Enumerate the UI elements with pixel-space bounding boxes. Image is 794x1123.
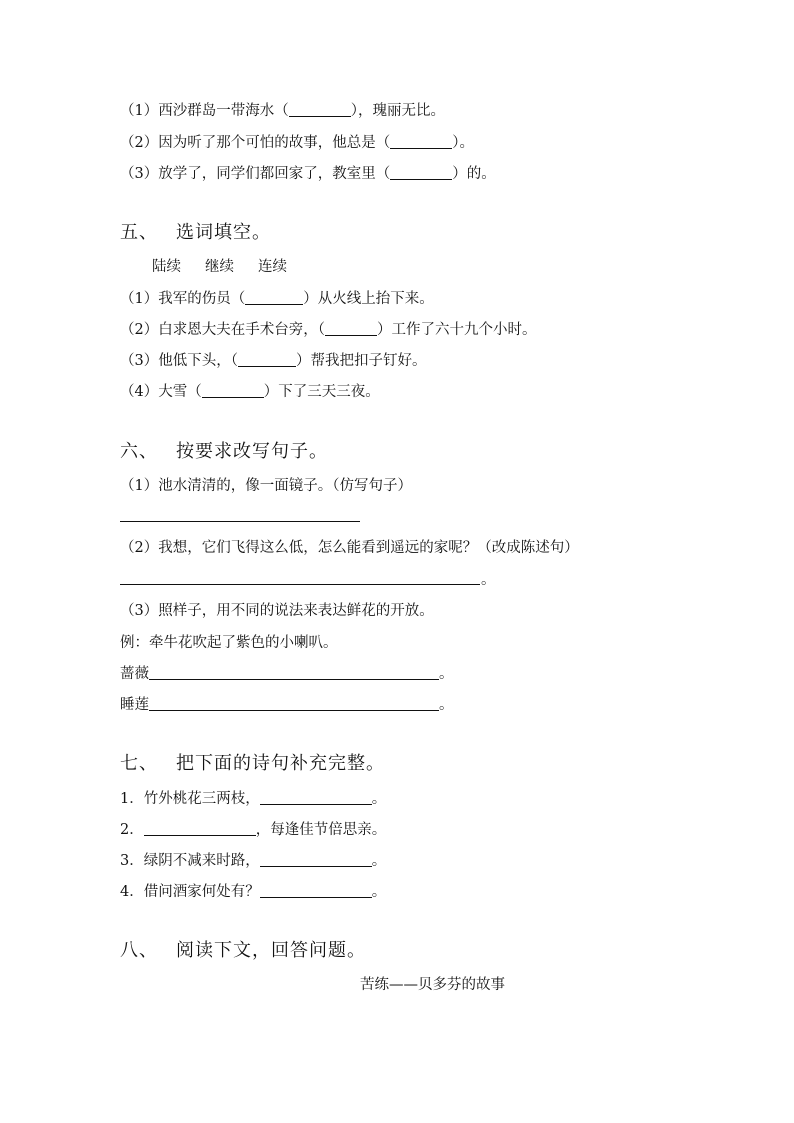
- s7-item-3: 3．绿阴不减来时路， 。: [120, 853, 387, 869]
- answer-blank[interactable]: [144, 821, 256, 836]
- s6-flower-1: 蔷薇 。: [120, 666, 454, 682]
- answer-blank[interactable]: [390, 134, 452, 149]
- answer-line[interactable]: [120, 584, 480, 585]
- s6-example: 例：牵牛花吹起了紫色的小喇叭。: [120, 635, 338, 651]
- s6-q1: （1）池水清清的，像一面镜子。（仿写句子）: [120, 478, 412, 494]
- answer-blank[interactable]: [149, 665, 439, 680]
- answer-blank[interactable]: [202, 383, 264, 398]
- section-6-heading: 六、 按要求改写句子。: [120, 441, 328, 462]
- answer-blank[interactable]: [260, 790, 372, 805]
- s5-item-4: （4）大雪（ ）下了三天三夜。: [120, 384, 380, 400]
- s5-item-1: （1）我军的伤员（ ）从火线上抬下来。: [120, 291, 434, 307]
- section-8-heading: 八、 阅读下文，回答问题。: [120, 940, 366, 961]
- s6-q3: （3）照样子，用不同的说法来表达鲜花的开放。: [120, 603, 434, 619]
- s7-item-4: 4．借问酒家何处有？ 。: [120, 884, 387, 900]
- answer-blank[interactable]: [260, 852, 372, 867]
- s4-item-2: （2）因为听了那个可怕的故事，他总是（ ）。: [120, 135, 474, 151]
- answer-blank[interactable]: [390, 165, 452, 180]
- answer-blank[interactable]: [238, 352, 296, 367]
- answer-line[interactable]: [120, 521, 360, 522]
- s5-item-3: （3）他低下头，（ ）帮我把扣子钉好。: [120, 353, 427, 369]
- answer-blank[interactable]: [149, 696, 439, 711]
- s5-item-2: （2）白求恩大夫在手术台旁，（ ）工作了六十九个小时。: [120, 322, 537, 338]
- s6-q2: （2）我想，它们飞得这么低，怎么能看到遥远的家呢？（改成陈述句）: [120, 540, 579, 556]
- period: 。: [481, 572, 496, 588]
- section-7-heading: 七、 把下面的诗句补充完整。: [120, 753, 385, 774]
- s4-item-3: （3）放学了，同学们都回家了，教室里（ ）的。: [120, 166, 496, 182]
- section-5-heading: 五、 选词填空。: [120, 222, 271, 243]
- s7-item-2: 2． ，每逢佳节倍思亲。: [120, 822, 387, 838]
- answer-blank[interactable]: [289, 102, 351, 117]
- s4-item-1: （1）西沙群岛一带海水（ ），瑰丽无比。: [120, 103, 445, 119]
- story-title: 苦练——贝多芬的故事: [360, 977, 505, 993]
- answer-blank[interactable]: [245, 290, 303, 305]
- answer-blank[interactable]: [260, 883, 372, 898]
- word-bank: 陆续 继续 连续: [152, 259, 287, 275]
- s6-flower-2: 睡莲 。: [120, 697, 454, 713]
- answer-blank[interactable]: [325, 321, 377, 336]
- s7-item-1: 1．竹外桃花三两枝， 。: [120, 791, 387, 807]
